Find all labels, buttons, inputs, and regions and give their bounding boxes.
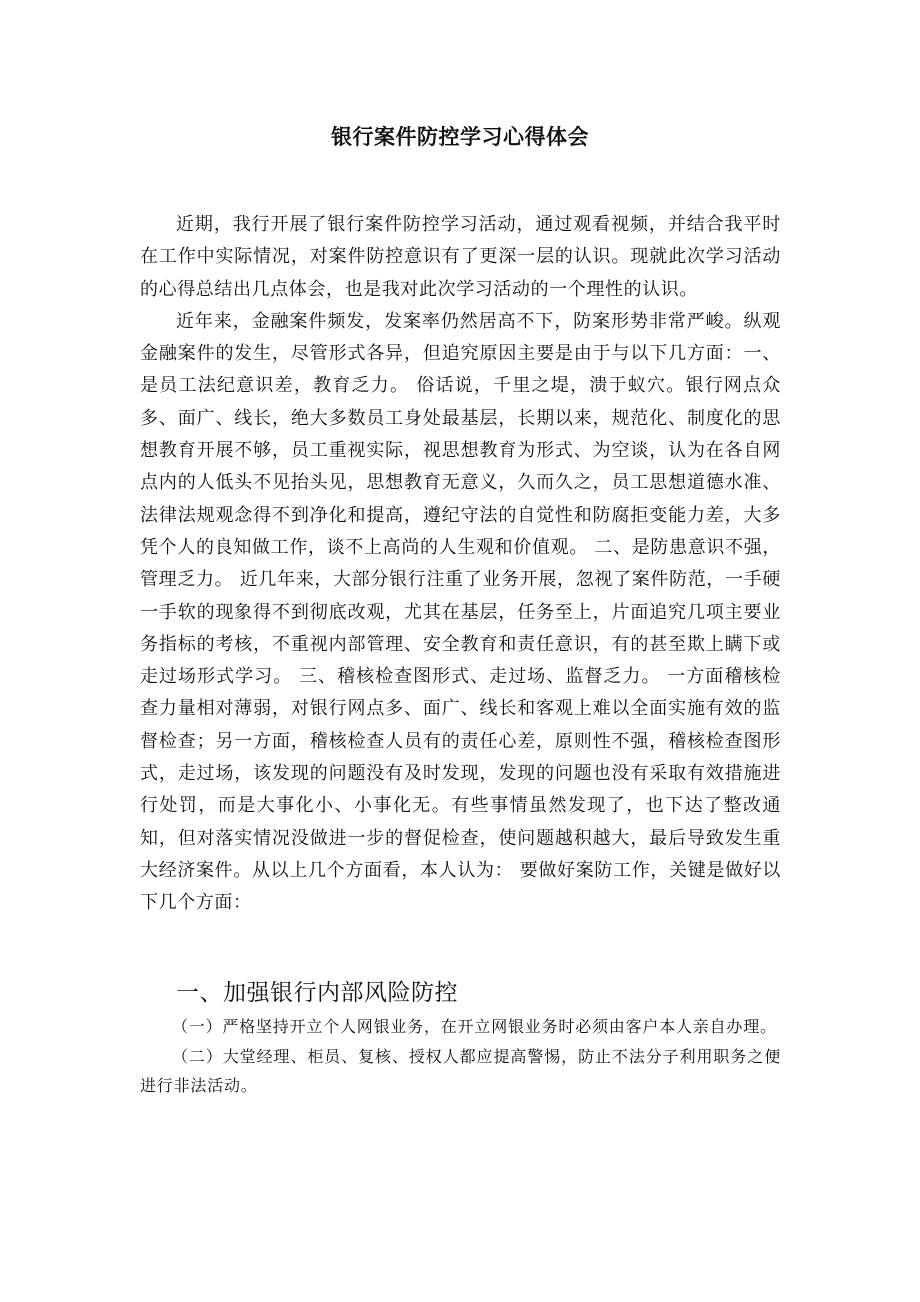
body-paragraph: 近期，我行开展了银行案件防控学习活动，通过观看视频，并结合我平时在工作中实际情况，对案件防控意识有了更深一层的认识。现就此次学习活动的心得总结出几点体会，也是我对此次学习活动的一个理性的认识。: [140, 214, 781, 300]
document-title: 银行案件防控学习心得体会: [331, 125, 589, 149]
body-paragraph: 近年来，金融案件频发，发案率仍然居高不下，防案形势非常严峻。纵观金融案件的发生，尽管形式各异，但追究原因主要是由于与以下几方面：一、是员工法纪意识差，教育乏力。 俗话说，千里之堤，溃于蚁穴。银行网点众多、面广、线长，绝大多数员工身处最基层，长期以来，规范化、制度化的思想教育开展不够，员工重视实际，视思想教育为形式、为空谈，认为在各自网点内的人低头不见抬头见，思想教育无意义，久而久之，员工思想道德水准、法律法规观念得不到净化和提高，遵纪守法的自觉性和防腐拒变能力差，大多凭个人的良知做工作，谈不上高尚的人生观和价值观。 二、是防患意识不强，管理乏力。 近几年来，大部分银行注重了业务开展，忽视了案件防范，一手硬一手软的现象得不到彻底改观，尤其在基层，任务至上，片面追究几项主要业务指标的考核，不重视内部管理、安全教育和责任意识，有的甚至欺上瞒下或走过场形式学习。 三、稽核检查图形式、走过场、监督乏力。 一方面稽核检查力量相对薄弱，对银行网点多、面广、线长和客观上难以全面实施有效的监督检查；另一方面，稽核检查人员有的责任心差，原则性不强，稽核检查图形式，走过场，该发现的问题没有及时发现，发现的问题也没有采取有效措施进行处罚，而是大事化小、小事化无。有些事情虽然发现了，也下达了整改通知，但对落实情况没做进一步的督促检查，使问题越积越大，最后导致发生重大经济案件。从以上几个方面看，本人认为： 要做好案防工作，关键是做好以下几个方面：: [140, 310, 781, 914]
document-body: [140, 209, 781, 920]
section-heading: 一、加强银行内部风险防控: [176, 980, 458, 1006]
section-items: [140, 1012, 781, 1101]
section-item: （二）大堂经理、柜员、复核、授权人都应提高警惕，防止不法分子利用职务之便进行非法活动。: [140, 1046, 781, 1095]
section-item: （一）严格坚持开立个人网银业务，在开立网银业务时必须由客户本人亲自办理。: [172, 1017, 777, 1036]
